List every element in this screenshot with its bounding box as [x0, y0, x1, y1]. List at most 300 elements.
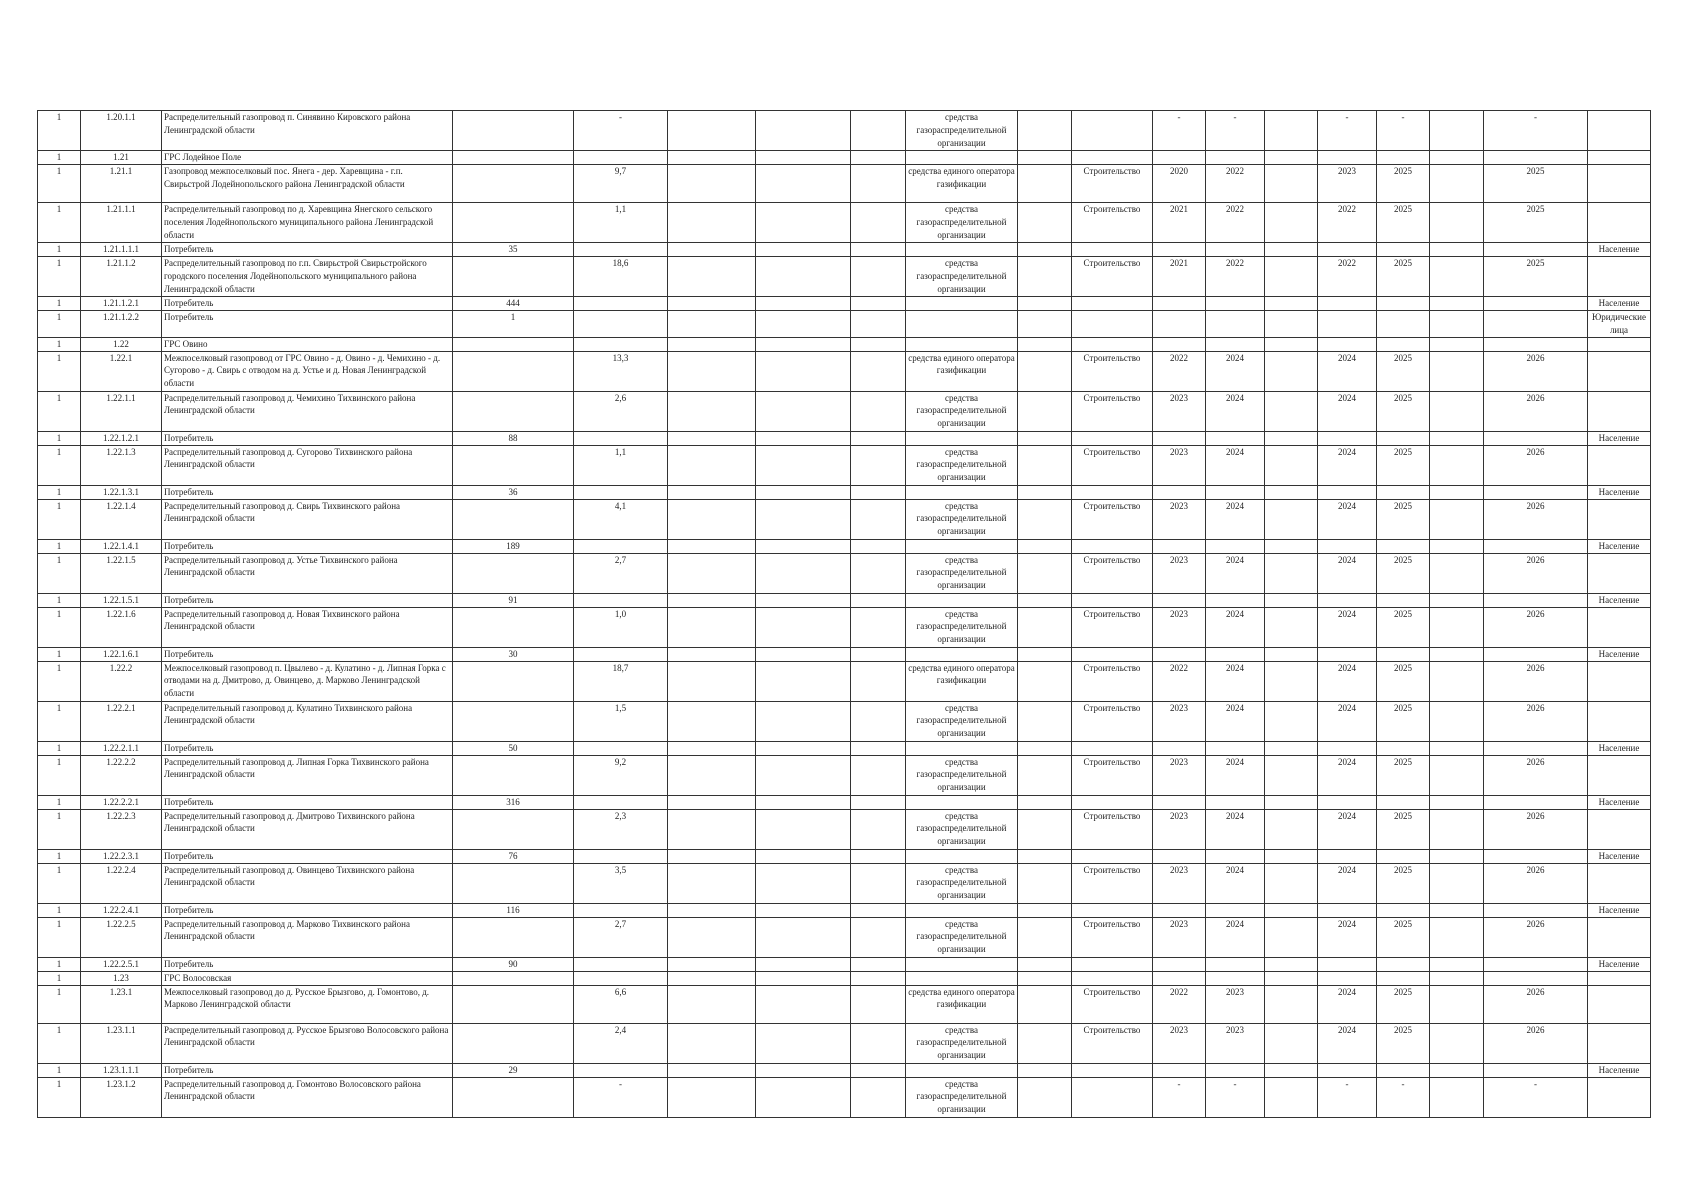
cell-number: 1	[38, 593, 81, 607]
cell-number: 1	[38, 701, 81, 741]
cell-empty	[668, 741, 756, 755]
cell-consumers: 90	[453, 957, 574, 971]
cell-empty	[1018, 661, 1072, 701]
cell-name: Распределительный газопровод д. Русское Брызгово Волосовского района Ленинградской области	[162, 1023, 453, 1063]
cell-year-5	[1484, 957, 1588, 971]
table-row	[38, 485, 1651, 499]
cell-empty	[1018, 971, 1072, 985]
cell-year-5: 2026	[1484, 701, 1588, 741]
cell-work-type: Строительство	[1072, 1023, 1153, 1063]
cell-number: 1	[38, 165, 81, 203]
cell-work-type	[1072, 647, 1153, 661]
cell-empty	[851, 485, 906, 499]
cell-year-5: 2026	[1484, 917, 1588, 957]
cell-empty	[851, 903, 906, 917]
cell-consumer-category	[1588, 1077, 1651, 1117]
cell-empty	[756, 445, 851, 485]
cell-empty	[1265, 903, 1318, 917]
cell-consumers	[453, 553, 574, 593]
cell-year-5	[1484, 297, 1588, 311]
cell-empty	[668, 337, 756, 351]
cell-empty	[1430, 391, 1484, 431]
table-row	[38, 337, 1651, 351]
cell-consumer-category: Население	[1588, 1063, 1651, 1077]
cell-consumer-category: Население	[1588, 849, 1651, 863]
cell-year-2	[1206, 297, 1265, 311]
cell-year-2: 2024	[1206, 607, 1265, 647]
cell-funding-source	[906, 243, 1018, 257]
cell-empty	[851, 445, 906, 485]
cell-year-2	[1206, 311, 1265, 338]
cell-consumer-category: Население	[1588, 485, 1651, 499]
cell-code: 1.22.2.1.1	[81, 741, 162, 755]
cell-year-3: 2024	[1318, 1023, 1377, 1063]
cell-name: ГРС Лодейное Поле	[162, 151, 453, 165]
table-row	[38, 741, 1651, 755]
cell-year-1	[1153, 903, 1206, 917]
cell-funding-source: средства газораспределительной организации	[906, 701, 1018, 741]
cell-length: 9,7	[574, 165, 668, 203]
cell-code: 1.21.1.2.1	[81, 297, 162, 311]
cell-empty	[1430, 311, 1484, 338]
cell-funding-source	[906, 485, 1018, 499]
cell-year-4: 2025	[1377, 553, 1430, 593]
cell-empty	[1430, 539, 1484, 553]
cell-consumer-category	[1588, 499, 1651, 539]
cell-number: 1	[38, 431, 81, 445]
cell-empty	[756, 337, 851, 351]
cell-year-1: 2023	[1153, 607, 1206, 647]
cell-empty	[1430, 701, 1484, 741]
cell-empty	[1018, 809, 1072, 849]
cell-consumer-category	[1588, 863, 1651, 903]
cell-year-2	[1206, 1063, 1265, 1077]
cell-empty	[668, 445, 756, 485]
cell-year-2	[1206, 431, 1265, 445]
cell-year-4: 2025	[1377, 391, 1430, 431]
cell-empty	[1430, 297, 1484, 311]
cell-code: 1.22.1.6	[81, 607, 162, 647]
cell-work-type: Строительство	[1072, 755, 1153, 795]
cell-empty	[1430, 257, 1484, 297]
cell-work-type: Строительство	[1072, 203, 1153, 243]
cell-name: Потребитель	[162, 485, 453, 499]
cell-empty	[1265, 957, 1318, 971]
cell-empty	[668, 111, 756, 151]
cell-empty	[1430, 849, 1484, 863]
cell-year-5	[1484, 647, 1588, 661]
cell-year-1	[1153, 539, 1206, 553]
cell-empty	[851, 863, 906, 903]
cell-year-2	[1206, 593, 1265, 607]
cell-empty	[1265, 485, 1318, 499]
cell-empty	[851, 971, 906, 985]
cell-empty	[668, 755, 756, 795]
cell-empty	[756, 593, 851, 607]
cell-funding-source	[906, 431, 1018, 445]
cell-empty	[1430, 1077, 1484, 1117]
cell-year-3	[1318, 243, 1377, 257]
cell-year-1: 2023	[1153, 391, 1206, 431]
cell-number: 1	[38, 647, 81, 661]
cell-work-type: Строительство	[1072, 661, 1153, 701]
cell-year-1	[1153, 971, 1206, 985]
cell-name: Распределительный газопровод п. Синявино Кировского района Ленинградской области	[162, 111, 453, 151]
cell-empty	[756, 1023, 851, 1063]
cell-code: 1.22.1.2.1	[81, 431, 162, 445]
cell-length: 4,1	[574, 499, 668, 539]
cell-empty	[851, 741, 906, 755]
cell-length: -	[574, 1077, 668, 1117]
cell-length: 2,7	[574, 553, 668, 593]
cell-empty	[1265, 985, 1318, 1023]
cell-empty	[668, 1077, 756, 1117]
cell-number: 1	[38, 337, 81, 351]
cell-consumers	[453, 1023, 574, 1063]
cell-code: 1.21	[81, 151, 162, 165]
cell-code: 1.22.2.4	[81, 863, 162, 903]
cell-length	[574, 337, 668, 351]
cell-work-type	[1072, 431, 1153, 445]
cell-consumer-category	[1588, 165, 1651, 203]
cell-consumer-category	[1588, 1023, 1651, 1063]
cell-year-4: 2025	[1377, 203, 1430, 243]
cell-number: 1	[38, 391, 81, 431]
cell-year-2	[1206, 337, 1265, 351]
cell-year-2: 2024	[1206, 499, 1265, 539]
cell-year-1: 2023	[1153, 499, 1206, 539]
cell-empty	[668, 297, 756, 311]
cell-funding-source: средства газораспределительной организации	[906, 1077, 1018, 1117]
cell-code: 1.20.1.1	[81, 111, 162, 151]
cell-year-4: 2025	[1377, 165, 1430, 203]
cell-year-5	[1484, 903, 1588, 917]
cell-empty	[756, 849, 851, 863]
cell-code: 1.22.1	[81, 351, 162, 391]
cell-number: 1	[38, 795, 81, 809]
cell-consumer-category	[1588, 661, 1651, 701]
cell-year-5: 2026	[1484, 391, 1588, 431]
cell-empty	[1430, 661, 1484, 701]
cell-empty	[1265, 257, 1318, 297]
table-row	[38, 917, 1651, 957]
cell-empty	[1018, 957, 1072, 971]
cell-empty	[756, 431, 851, 445]
cell-consumer-category	[1588, 985, 1651, 1023]
cell-year-3: 2024	[1318, 985, 1377, 1023]
cell-consumer-category	[1588, 809, 1651, 849]
cell-work-type	[1072, 485, 1153, 499]
cell-work-type: Строительство	[1072, 809, 1153, 849]
cell-work-type: Строительство	[1072, 499, 1153, 539]
cell-empty	[668, 151, 756, 165]
cell-code: 1.22.2.2	[81, 755, 162, 795]
cell-year-3: 2024	[1318, 351, 1377, 391]
cell-year-5: 2025	[1484, 165, 1588, 203]
cell-name: Потребитель	[162, 647, 453, 661]
cell-year-4	[1377, 903, 1430, 917]
cell-consumers: 50	[453, 741, 574, 755]
cell-year-4: 2025	[1377, 701, 1430, 741]
cell-length	[574, 795, 668, 809]
cell-funding-source	[906, 1063, 1018, 1077]
cell-work-type	[1072, 539, 1153, 553]
cell-code: 1.22.1.5.1	[81, 593, 162, 607]
cell-consumers	[453, 499, 574, 539]
cell-empty	[1265, 661, 1318, 701]
table-row	[38, 311, 1651, 338]
cell-year-1	[1153, 1063, 1206, 1077]
cell-empty	[756, 243, 851, 257]
cell-year-1: 2023	[1153, 809, 1206, 849]
cell-year-5: 2025	[1484, 203, 1588, 243]
cell-year-4	[1377, 1063, 1430, 1077]
cell-year-4: 2025	[1377, 499, 1430, 539]
cell-year-5: 2026	[1484, 499, 1588, 539]
cell-consumers	[453, 701, 574, 741]
cell-name: Потребитель	[162, 539, 453, 553]
cell-empty	[756, 607, 851, 647]
cell-work-type: Строительство	[1072, 553, 1153, 593]
cell-code: 1.22	[81, 337, 162, 351]
cell-year-5: 2026	[1484, 553, 1588, 593]
cell-empty	[1265, 917, 1318, 957]
cell-empty	[851, 431, 906, 445]
cell-year-1: 2023	[1153, 1023, 1206, 1063]
cell-empty	[1265, 203, 1318, 243]
cell-year-5	[1484, 485, 1588, 499]
cell-code: 1.21.1.1.1	[81, 243, 162, 257]
cell-year-2: 2024	[1206, 755, 1265, 795]
cell-empty	[668, 985, 756, 1023]
cell-length: 2,4	[574, 1023, 668, 1063]
cell-year-1	[1153, 647, 1206, 661]
cell-empty	[1018, 741, 1072, 755]
cell-empty	[1430, 351, 1484, 391]
cell-name: Распределительный газопровод по г.п. Свирьстрой Свирьстройского городского поселения Лодейнопольского муниципального района Ленинградской области	[162, 257, 453, 297]
table-row	[38, 431, 1651, 445]
cell-number: 1	[38, 1063, 81, 1077]
cell-work-type: Строительство	[1072, 257, 1153, 297]
cell-year-3	[1318, 151, 1377, 165]
cell-empty	[1265, 701, 1318, 741]
cell-consumers: 76	[453, 849, 574, 863]
cell-length: 6,6	[574, 985, 668, 1023]
cell-empty	[1430, 1063, 1484, 1077]
cell-number: 1	[38, 863, 81, 903]
cell-year-2: 2024	[1206, 351, 1265, 391]
cell-year-2	[1206, 647, 1265, 661]
cell-length	[574, 971, 668, 985]
cell-consumers	[453, 165, 574, 203]
cell-year-2	[1206, 795, 1265, 809]
cell-empty	[668, 661, 756, 701]
cell-empty	[1018, 351, 1072, 391]
cell-funding-source: средства газораспределительной организации	[906, 607, 1018, 647]
cell-length	[574, 297, 668, 311]
cell-number: 1	[38, 351, 81, 391]
cell-year-4	[1377, 647, 1430, 661]
cell-code: 1.21.1.1	[81, 203, 162, 243]
cell-empty	[851, 391, 906, 431]
cell-year-2: 2024	[1206, 391, 1265, 431]
cell-empty	[1430, 863, 1484, 903]
cell-length	[574, 485, 668, 499]
cell-year-3: 2024	[1318, 917, 1377, 957]
cell-consumer-category	[1588, 553, 1651, 593]
cell-empty	[756, 391, 851, 431]
cell-year-3: 2024	[1318, 661, 1377, 701]
cell-name: Потребитель	[162, 1063, 453, 1077]
cell-number: 1	[38, 755, 81, 795]
cell-empty	[1018, 111, 1072, 151]
cell-name: Межпоселковый газопровод до д. Русское Брызгово, д. Гомонтово, д. Марково Ленинградской области	[162, 985, 453, 1023]
cell-consumer-category: Юридические лица	[1588, 311, 1651, 338]
cell-empty	[1430, 203, 1484, 243]
cell-length	[574, 243, 668, 257]
cell-consumer-category: Население	[1588, 957, 1651, 971]
cell-name: Распределительный газопровод д. Сугорово Тихвинского района Ленинградской области	[162, 445, 453, 485]
cell-year-2	[1206, 539, 1265, 553]
table-row	[38, 243, 1651, 257]
cell-empty	[756, 863, 851, 903]
cell-year-2	[1206, 849, 1265, 863]
cell-consumer-category	[1588, 971, 1651, 985]
cell-consumer-category	[1588, 337, 1651, 351]
cell-number: 1	[38, 607, 81, 647]
cell-year-3: 2024	[1318, 445, 1377, 485]
cell-year-1: -	[1153, 1077, 1206, 1117]
cell-year-4	[1377, 311, 1430, 338]
cell-consumer-category: Население	[1588, 431, 1651, 445]
gasification-table	[37, 110, 1651, 1118]
cell-empty	[851, 297, 906, 311]
cell-year-3	[1318, 297, 1377, 311]
cell-funding-source: средства газораспределительной организации	[906, 863, 1018, 903]
cell-work-type: Строительство	[1072, 917, 1153, 957]
cell-empty	[756, 917, 851, 957]
cell-year-2: 2023	[1206, 1023, 1265, 1063]
cell-year-5: 2026	[1484, 445, 1588, 485]
cell-name: Распределительный газопровод д. Устье Тихвинского района Ленинградской области	[162, 553, 453, 593]
cell-consumer-category: Население	[1588, 297, 1651, 311]
cell-code: 1.23.1.1	[81, 1023, 162, 1063]
cell-empty	[1430, 607, 1484, 647]
cell-year-3	[1318, 647, 1377, 661]
cell-empty	[1265, 795, 1318, 809]
cell-year-5	[1484, 971, 1588, 985]
cell-empty	[668, 485, 756, 499]
cell-empty	[1018, 391, 1072, 431]
cell-year-3: 2024	[1318, 499, 1377, 539]
cell-code: 1.22.1.1	[81, 391, 162, 431]
cell-empty	[1265, 1023, 1318, 1063]
cell-length: 1,0	[574, 607, 668, 647]
cell-year-2: 2024	[1206, 553, 1265, 593]
cell-consumer-category	[1588, 607, 1651, 647]
cell-consumer-category	[1588, 151, 1651, 165]
cell-empty	[668, 499, 756, 539]
cell-name: Потребитель	[162, 849, 453, 863]
cell-empty	[851, 755, 906, 795]
cell-work-type	[1072, 593, 1153, 607]
cell-empty	[851, 499, 906, 539]
cell-consumers	[453, 337, 574, 351]
cell-empty	[1018, 903, 1072, 917]
cell-number: 1	[38, 203, 81, 243]
table-row	[38, 701, 1651, 741]
cell-empty	[1265, 607, 1318, 647]
cell-funding-source: средства газораспределительной организации	[906, 809, 1018, 849]
cell-year-3: 2023	[1318, 165, 1377, 203]
table-row	[38, 1077, 1651, 1117]
cell-empty	[756, 257, 851, 297]
cell-empty	[1265, 351, 1318, 391]
cell-year-4: -	[1377, 111, 1430, 151]
cell-empty	[1430, 795, 1484, 809]
cell-empty	[1018, 257, 1072, 297]
table-row	[38, 539, 1651, 553]
cell-empty	[756, 661, 851, 701]
cell-length: 9,2	[574, 755, 668, 795]
cell-year-1: -	[1153, 111, 1206, 151]
cell-name: Распределительный газопровод д. Дмитрово Тихвинского района Ленинградской области	[162, 809, 453, 849]
cell-consumers: 189	[453, 539, 574, 553]
cell-funding-source: средства газораспределительной организации	[906, 553, 1018, 593]
cell-name: Распределительный газопровод д. Липная Горка Тихвинского района Ленинградской области	[162, 755, 453, 795]
cell-consumer-category	[1588, 257, 1651, 297]
cell-empty	[851, 111, 906, 151]
cell-year-2	[1206, 971, 1265, 985]
cell-code: 1.23.1.1.1	[81, 1063, 162, 1077]
cell-empty	[756, 111, 851, 151]
cell-year-1: 2021	[1153, 203, 1206, 243]
cell-number: 1	[38, 499, 81, 539]
cell-year-1: 2023	[1153, 701, 1206, 741]
cell-empty	[1265, 593, 1318, 607]
cell-year-4	[1377, 795, 1430, 809]
cell-funding-source: средства единого оператора газификации	[906, 661, 1018, 701]
cell-length	[574, 539, 668, 553]
cell-year-4	[1377, 297, 1430, 311]
cell-consumer-category: Население	[1588, 539, 1651, 553]
cell-empty	[756, 1077, 851, 1117]
cell-length: 2,3	[574, 809, 668, 849]
cell-year-5: 2026	[1484, 755, 1588, 795]
cell-empty	[1430, 809, 1484, 849]
cell-year-3	[1318, 593, 1377, 607]
table-row	[38, 863, 1651, 903]
cell-funding-source: средства газораспределительной организации	[906, 203, 1018, 243]
cell-empty	[1018, 647, 1072, 661]
cell-year-3: -	[1318, 1077, 1377, 1117]
cell-empty	[1430, 741, 1484, 755]
cell-year-2: 2024	[1206, 917, 1265, 957]
cell-year-1: 2022	[1153, 661, 1206, 701]
cell-name: Распределительный газопровод по д. Харевщина Янегского сельского поселения Лодейнопольского муниципального района Ленинградской области	[162, 203, 453, 243]
cell-empty	[1265, 243, 1318, 257]
cell-year-3	[1318, 849, 1377, 863]
cell-empty	[851, 151, 906, 165]
cell-code: 1.22.2.5	[81, 917, 162, 957]
cell-work-type	[1072, 903, 1153, 917]
cell-year-1	[1153, 243, 1206, 257]
cell-funding-source	[906, 741, 1018, 755]
cell-work-type	[1072, 243, 1153, 257]
cell-name: Распределительный газопровод д. Кулатино Тихвинского района Ленинградской области	[162, 701, 453, 741]
cell-year-4	[1377, 337, 1430, 351]
table-row	[38, 985, 1651, 1023]
